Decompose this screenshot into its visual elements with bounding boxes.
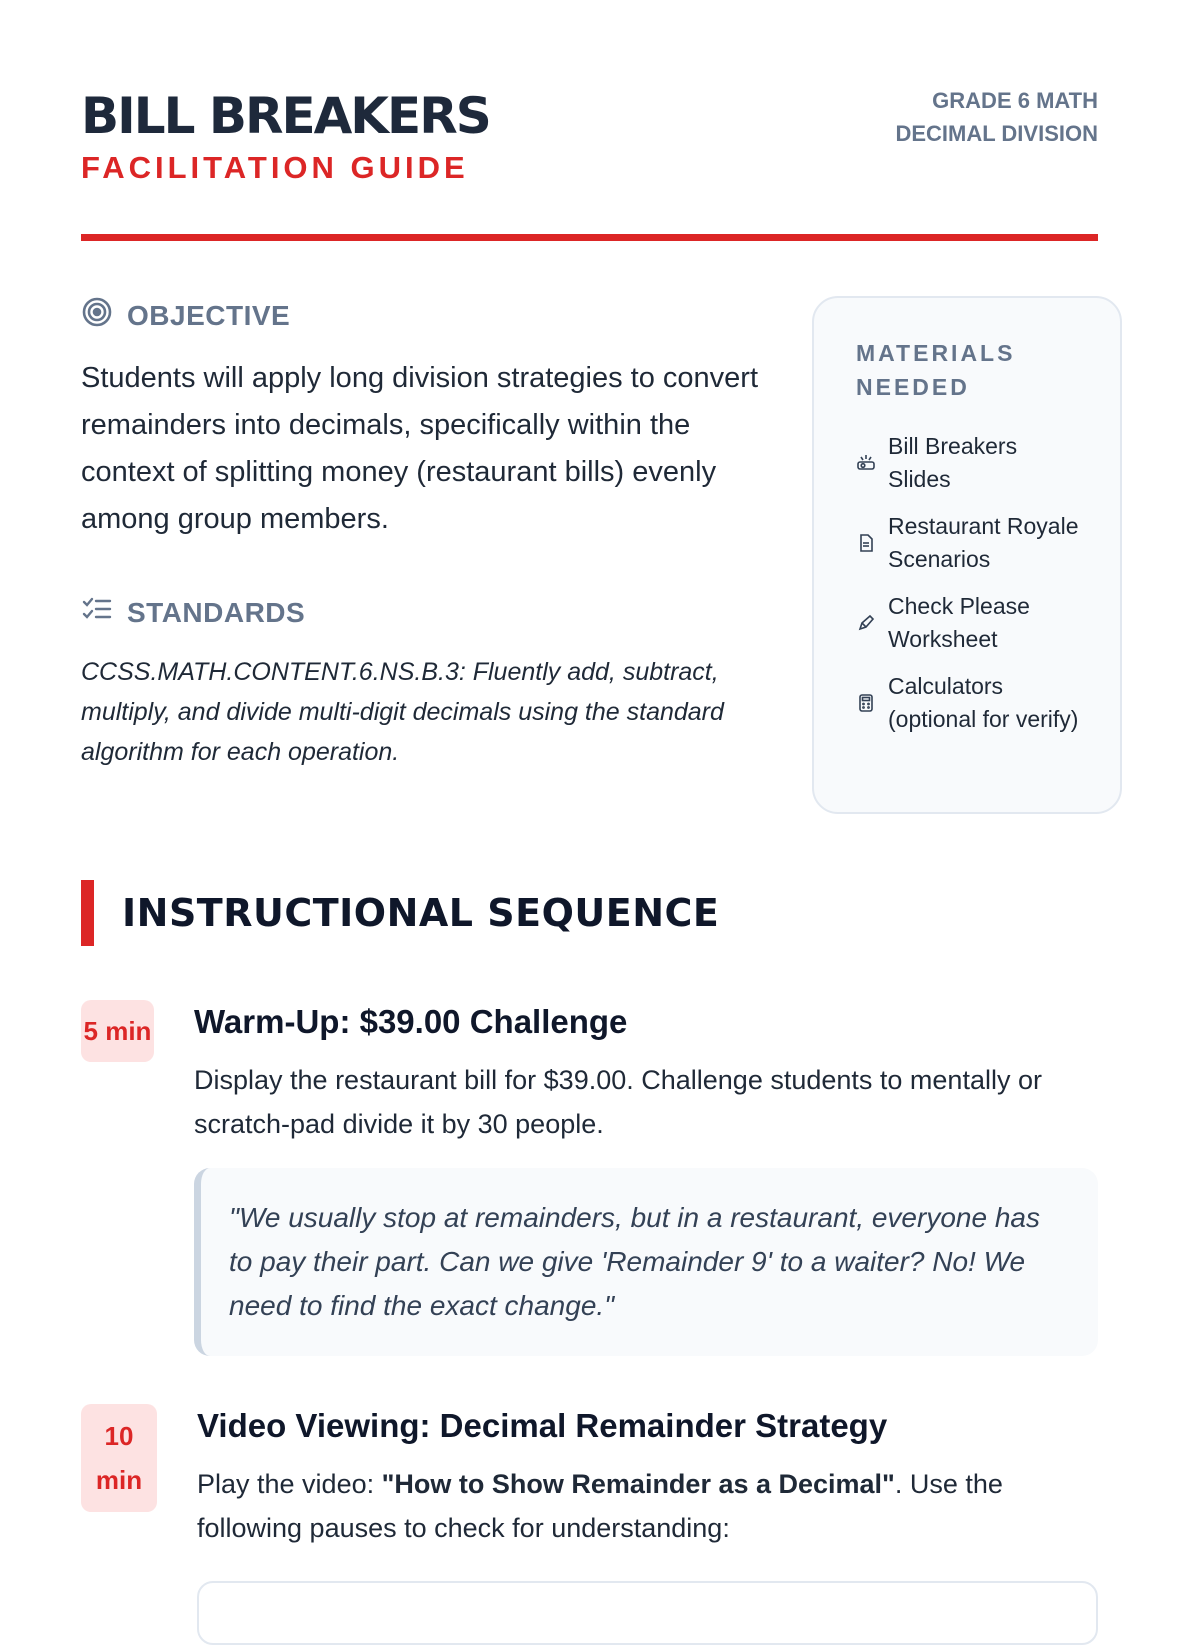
course-meta: [895, 84, 1098, 150]
step-text: Display the restaurant bill for $39.00. Challenge students to mentally or scratch-pad divide it by 30 people.: [194, 1065, 1042, 1139]
page-header: [81, 80, 1098, 240]
step-body: [194, 1000, 1098, 1356]
pause-points-box: [197, 1581, 1098, 1645]
objective-heading: [81, 296, 761, 335]
duration-badge: 5 min: [81, 1000, 154, 1062]
projector-icon: [856, 453, 876, 473]
duration-badge: 10 min: [81, 1404, 157, 1512]
video-title: "How to Show Remainder as a Decimal": [381, 1469, 895, 1499]
objective-heading-label: OBJECTIVE: [127, 299, 291, 331]
material-label: Restaurant Royale Scenarios: [888, 513, 1079, 572]
step-text-rest: . Use the following pauses to check for understanding:: [197, 1469, 1003, 1543]
target-icon: [81, 296, 113, 335]
materials-list: [856, 430, 1080, 736]
calculator-icon: [856, 693, 876, 713]
material-label: Check Please Worksheet: [888, 593, 1030, 652]
material-label: Calculators (optional for verify): [888, 673, 1079, 732]
checklist-icon: [81, 593, 113, 632]
standards-text: CCSS.MATH.CONTENT.6.NS.B.3: Fluently add, subtract, multiply, and divide multi-digit decimals using the standard algorithm for each operation.: [81, 658, 724, 766]
list-item: [856, 590, 1080, 656]
document-icon: [856, 533, 876, 553]
pencil-icon: [856, 613, 876, 633]
step-title: Warm-Up: $39.00 Challenge: [194, 1003, 628, 1040]
sequence-accent-bar: [81, 880, 94, 946]
objective-text: Students will apply long division strategies to convert remainders into decimals, specifically within the context of splitting money (restaurant bills) evenly among group members.: [81, 362, 759, 535]
materials-heading: MATERIALS NEEDED: [856, 340, 1016, 400]
step-text: [197, 1462, 1098, 1550]
standards-heading-label: STANDARDS: [127, 596, 306, 628]
materials-card: [812, 296, 1122, 814]
sequence-heading-label: INSTRUCTIONAL SEQUENCE: [122, 891, 720, 935]
topic-label: DECIMAL DIVISION: [895, 121, 1098, 146]
standards-heading: [81, 593, 761, 632]
sequence-step: [81, 1000, 1098, 1360]
page-subtitle: FACILITATION GUIDE: [81, 150, 469, 185]
teacher-quote: "We usually stop at remainders, but in a restaurant, everyone has to pay their part. Can we give 'Remainder 9' to a waiter? No! We need to find the exact change.": [194, 1168, 1098, 1356]
list-item: [856, 510, 1080, 576]
list-item: [856, 430, 1080, 496]
objective-standards-column: [81, 296, 761, 772]
sequence-heading: [81, 880, 719, 946]
step-title: Video Viewing: Decimal Remainder Strategy: [197, 1407, 888, 1444]
step-body: [197, 1404, 1098, 1550]
step-text-intro: Play the video:: [197, 1469, 382, 1499]
page-title: BILL BREAKERS: [81, 87, 490, 145]
header-divider: [81, 234, 1098, 241]
material-label: Bill Breakers Slides: [888, 433, 1018, 492]
grade-label: GRADE 6 MATH: [932, 88, 1098, 113]
list-item: [856, 670, 1080, 736]
sequence-step: [81, 1404, 1098, 1574]
